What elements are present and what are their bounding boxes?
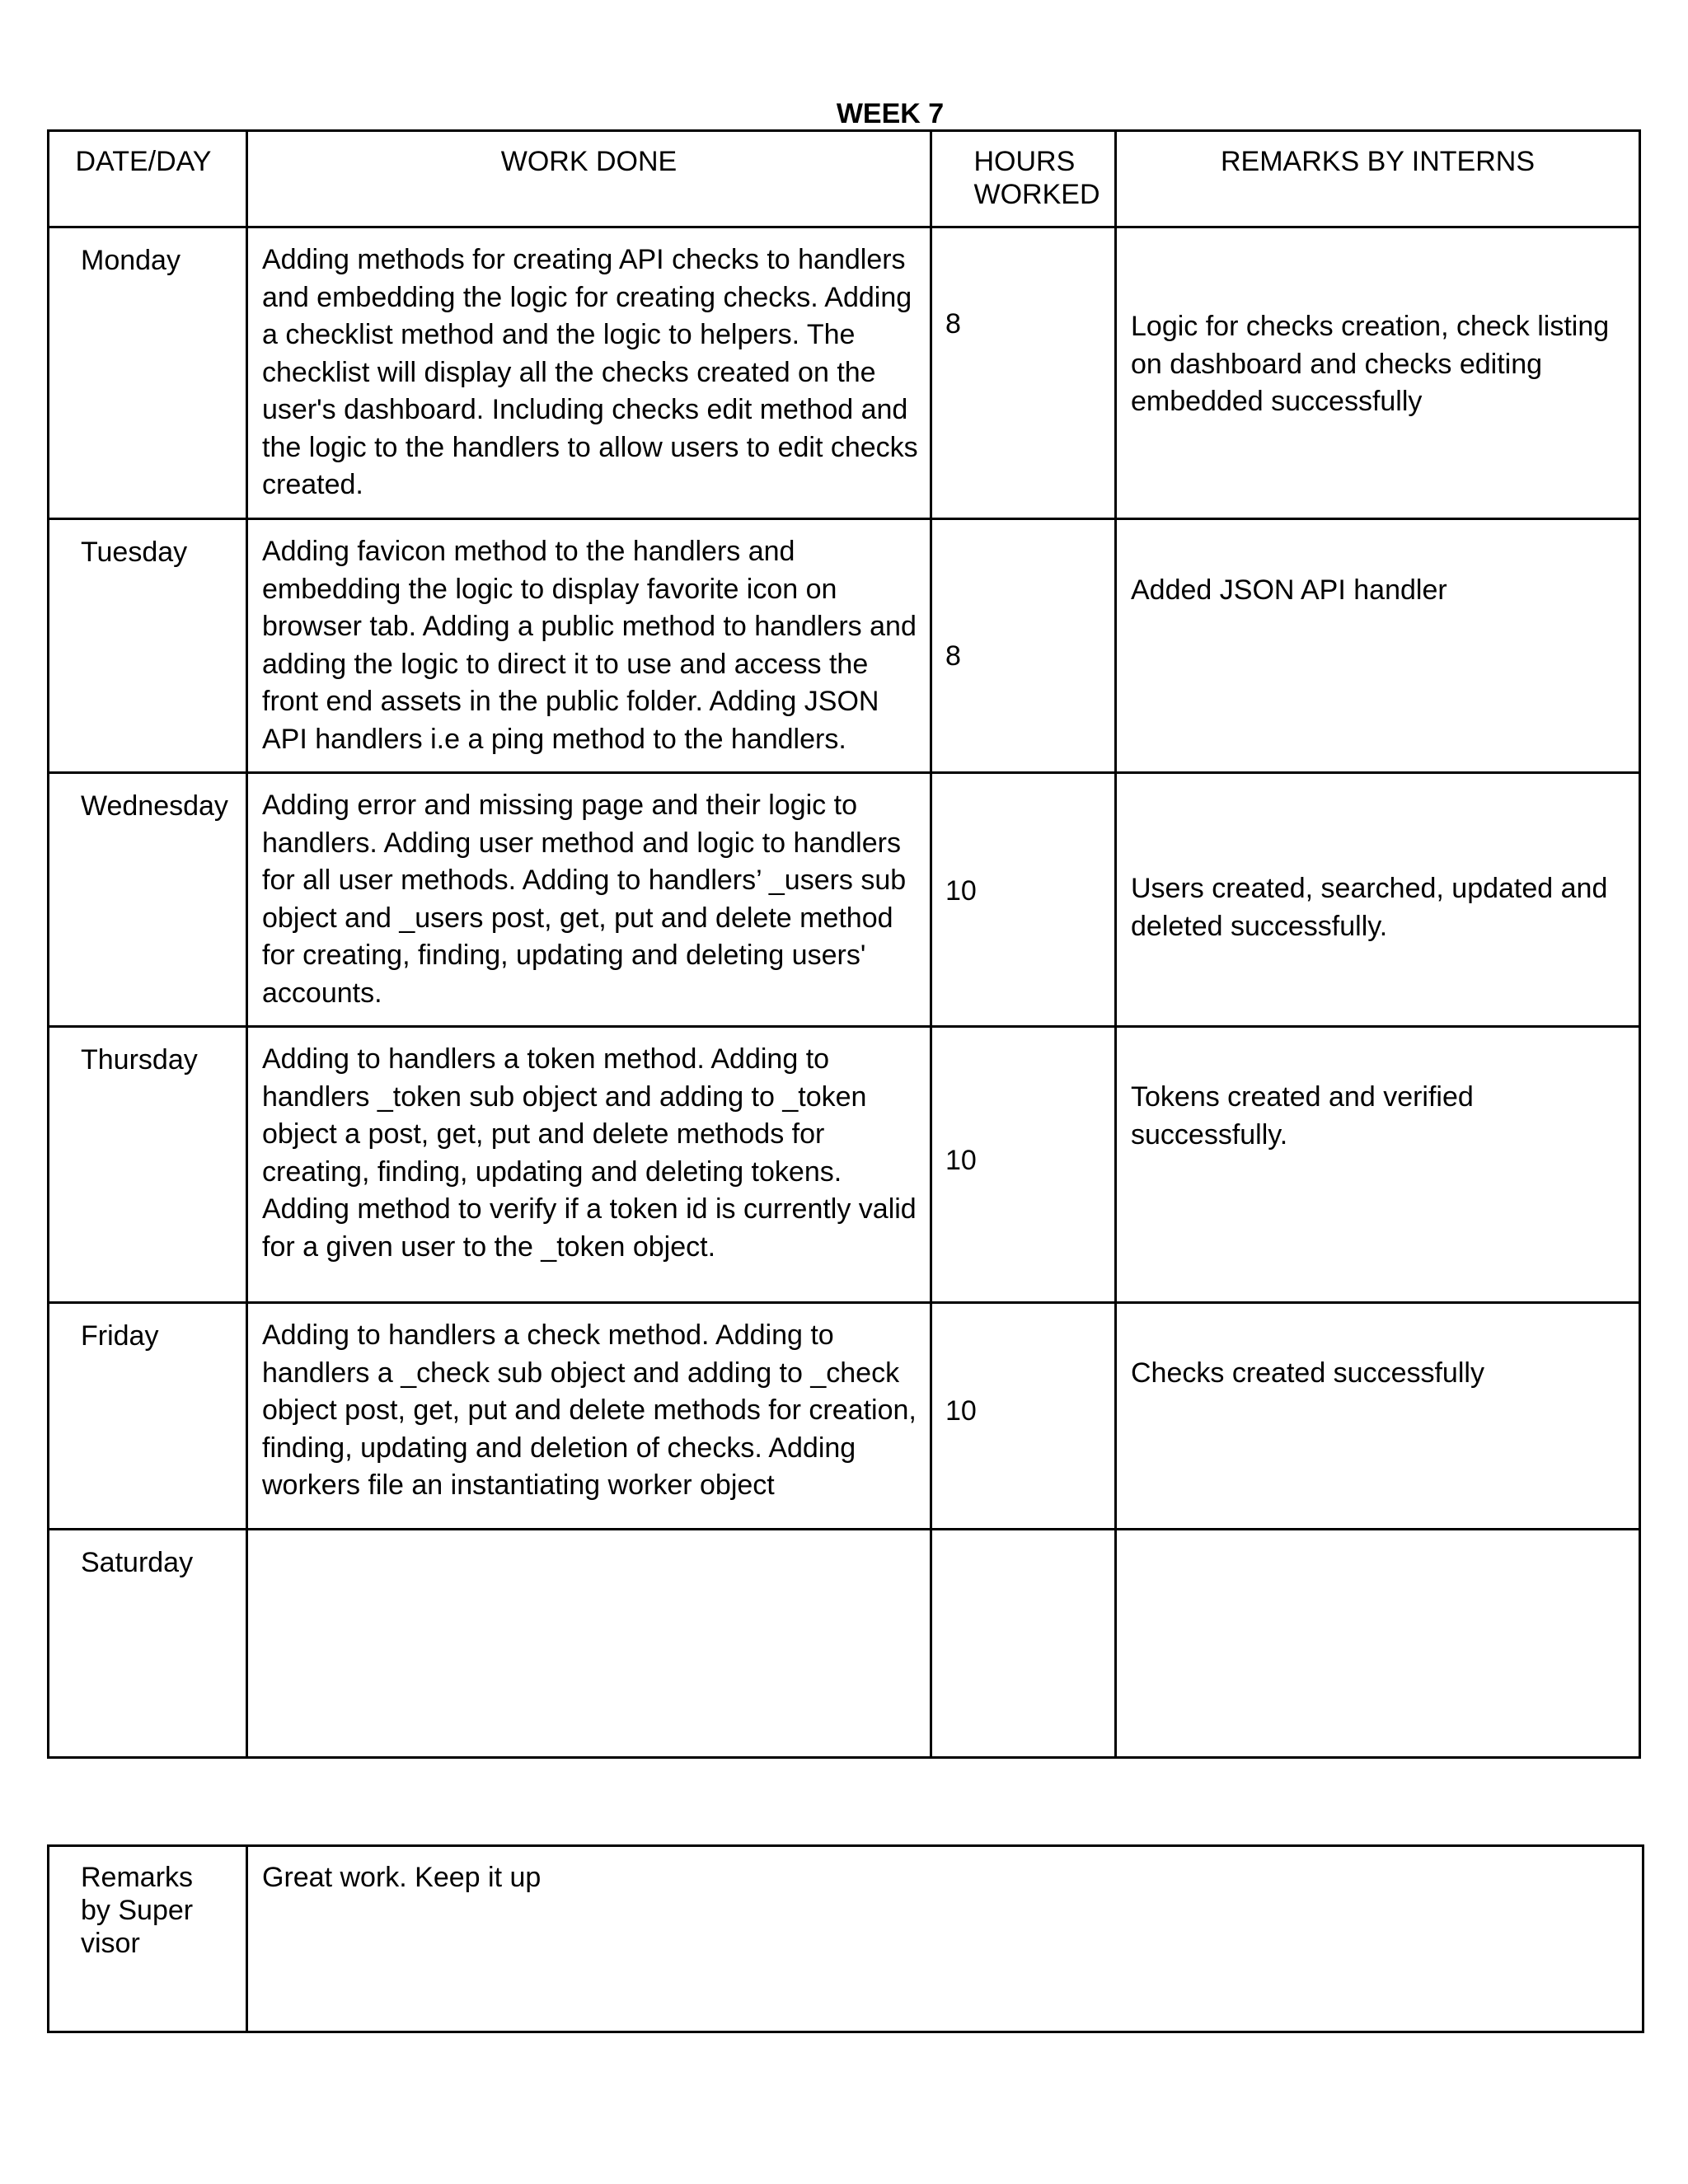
row-work-done: Adding to handlers a check method. Adding to handlers a _check sub object and adding to _check object post, get, put and delete methods for creation, finding, updating and deletion of checks. Adding workers file an instantiating worker object [247, 1303, 931, 1530]
row-remarks: Logic for checks creation, check listing on dashboard and checks editing embedded successfully [1116, 227, 1640, 519]
row-day: Thursday [49, 1027, 247, 1303]
table-row [49, 773, 1640, 1027]
table-row [49, 227, 1640, 519]
row-day: Wednesday [49, 773, 247, 1027]
header-work-done: WORK DONE [247, 131, 931, 227]
header-hours-worked: HOURS WORKED [931, 131, 1116, 227]
table-header-row [49, 131, 1640, 227]
row-hours: 10 [931, 773, 1116, 1027]
supervisor-row [49, 1846, 1643, 2032]
row-remarks [1116, 1530, 1640, 1758]
row-hours: 8 [931, 519, 1116, 773]
supervisor-remarks-text: Great work. Keep it up [247, 1846, 1643, 2032]
row-work-done: Adding methods for creating API checks to handlers and embedding the logic for creating checks. Adding a checklist method and the logic to helpers. The checklist will display all the checks created on the user's dashboard. Including checks edit method and the logic to the handlers to allow users to edit checks created. [247, 227, 931, 519]
row-hours: 10 [931, 1303, 1116, 1530]
row-day: Monday [49, 227, 247, 519]
row-day: Tuesday [49, 519, 247, 773]
supervisor-remarks-table [47, 1844, 1644, 2033]
table-row [49, 519, 1640, 773]
weekly-log-table [47, 129, 1641, 1759]
header-date-day: DATE/DAY [49, 131, 247, 227]
row-work-done: Adding favicon method to the handlers and embedding the logic to display favorite icon on browser tab. Adding a public method to handlers and adding the logic to direct it to use and access the front end assets in the public folder. Adding JSON API handlers i.e a ping method to the handlers. [247, 519, 931, 773]
row-day: Friday [49, 1303, 247, 1530]
table-row [49, 1027, 1640, 1303]
row-work-done: Adding to handlers a token method. Adding to handlers _token sub object and adding to _token object a post, get, put and delete methods for creating, finding, updating and deleting tokens. Adding method to verify if a token id is currently valid for a given user to the _token object. [247, 1027, 931, 1303]
table-row [49, 1303, 1640, 1530]
row-remarks: Added JSON API handler [1116, 519, 1640, 773]
supervisor-label: Remarks by Supervisor [49, 1846, 247, 2032]
row-day: Saturday [49, 1530, 247, 1758]
row-hours: 10 [931, 1027, 1116, 1303]
row-hours: 8 [931, 227, 1116, 519]
row-work-done: Adding error and missing page and their logic to handlers. Adding user method and logic to handlers for all user methods. Adding to handlers’ _users sub object and _users post, get, put and delete method for creating, finding, updating and deleting users' accounts. [247, 773, 931, 1027]
page-title: WEEK 7 [836, 98, 945, 129]
row-work-done [247, 1530, 931, 1758]
row-remarks: Users created, searched, updated and deleted successfully. [1116, 773, 1640, 1027]
row-hours [931, 1530, 1116, 1758]
row-remarks: Tokens created and verified successfully. [1116, 1027, 1640, 1303]
table-row [49, 1530, 1640, 1758]
header-remarks: REMARKS BY INTERNS [1116, 131, 1640, 227]
row-remarks: Checks created successfully [1116, 1303, 1640, 1530]
